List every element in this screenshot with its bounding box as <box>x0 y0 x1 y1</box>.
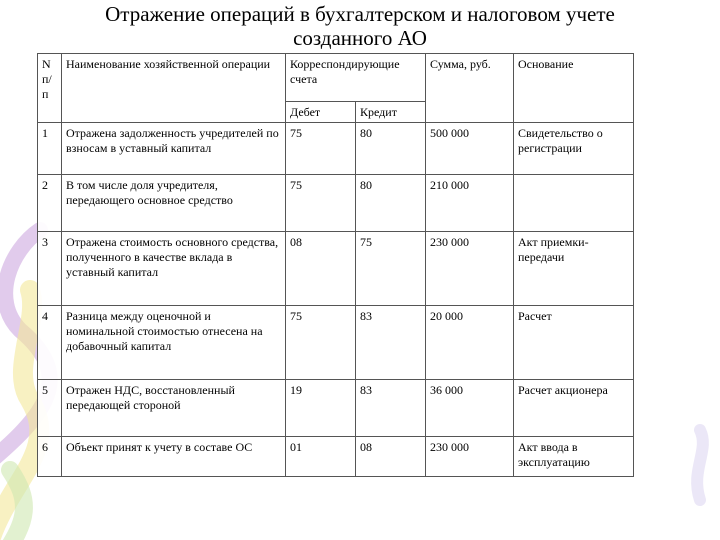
table-row <box>38 175 634 232</box>
swirl-green <box>0 470 24 540</box>
table-header-row <box>38 54 634 102</box>
cell-sum: 500 000 <box>426 123 514 175</box>
swirl-yellow <box>0 290 39 540</box>
cell-credit: 75 <box>356 232 426 306</box>
cell-num: 1 <box>38 123 62 175</box>
cell-num: 3 <box>38 232 62 306</box>
cell-debit: 75 <box>286 123 356 175</box>
table-row <box>38 232 634 306</box>
header-credit: Кредит <box>356 102 426 123</box>
table-row <box>38 123 634 175</box>
cell-basis: Расчет <box>514 306 634 380</box>
cell-num: 4 <box>38 306 62 380</box>
cell-name: В том числе доля учредителя, передающего основное средство <box>62 175 286 232</box>
cell-basis: Свидетельство о регистрации <box>514 123 634 175</box>
header-num: N п/п <box>38 54 62 123</box>
cell-debit: 08 <box>286 232 356 306</box>
cell-credit: 08 <box>356 437 426 477</box>
table-row <box>38 306 634 380</box>
cell-sum: 210 000 <box>426 175 514 232</box>
header-sum: Сумма, руб. <box>426 54 514 123</box>
cell-credit: 80 <box>356 123 426 175</box>
cell-debit: 75 <box>286 175 356 232</box>
page-title <box>40 2 680 50</box>
cell-basis: Акт ввода в эксплуатацию <box>514 437 634 477</box>
cell-name: Отражена стоимость основного средства, полученного в качестве вклада в уставный капитал <box>62 232 286 306</box>
cell-name: Отражен НДС, восстановленный передающей стороной <box>62 380 286 437</box>
cell-debit: 75 <box>286 306 356 380</box>
cell-name: Разница между оценочной и номинальной стоимостью отнесена на добавочный капитал <box>62 306 286 380</box>
header-basis: Основание <box>514 54 634 123</box>
cell-sum: 230 000 <box>426 232 514 306</box>
cell-num: 2 <box>38 175 62 232</box>
swirl-blue <box>697 430 703 500</box>
cell-debit: 19 <box>286 380 356 437</box>
cell-sum: 230 000 <box>426 437 514 477</box>
cell-credit: 83 <box>356 306 426 380</box>
page-title-line-1: Отражение операций в бухгалтерском и налоговом учете <box>105 2 615 26</box>
cell-credit: 83 <box>356 380 426 437</box>
page-title-line-2: созданного АО <box>293 26 427 50</box>
table-row <box>38 437 634 477</box>
cell-name: Объект принят к учету в составе ОС <box>62 437 286 477</box>
cell-sum: 20 000 <box>426 306 514 380</box>
accounting-entries-table <box>37 53 634 477</box>
cell-name: Отражена задолженность учредителей по взносам в уставный капитал <box>62 123 286 175</box>
cell-basis <box>514 175 634 232</box>
cell-sum: 36 000 <box>426 380 514 437</box>
header-accounts: Корреспондирующие счета <box>286 54 426 102</box>
table-row <box>38 380 634 437</box>
cell-num: 6 <box>38 437 62 477</box>
header-debit: Дебет <box>286 102 356 123</box>
cell-basis: Акт приемки-передачи <box>514 232 634 306</box>
cell-credit: 80 <box>356 175 426 232</box>
cell-debit: 01 <box>286 437 356 477</box>
header-name: Наименование хозяйственной операции <box>62 54 286 123</box>
cell-num: 5 <box>38 380 62 437</box>
cell-basis: Расчет акционера <box>514 380 634 437</box>
